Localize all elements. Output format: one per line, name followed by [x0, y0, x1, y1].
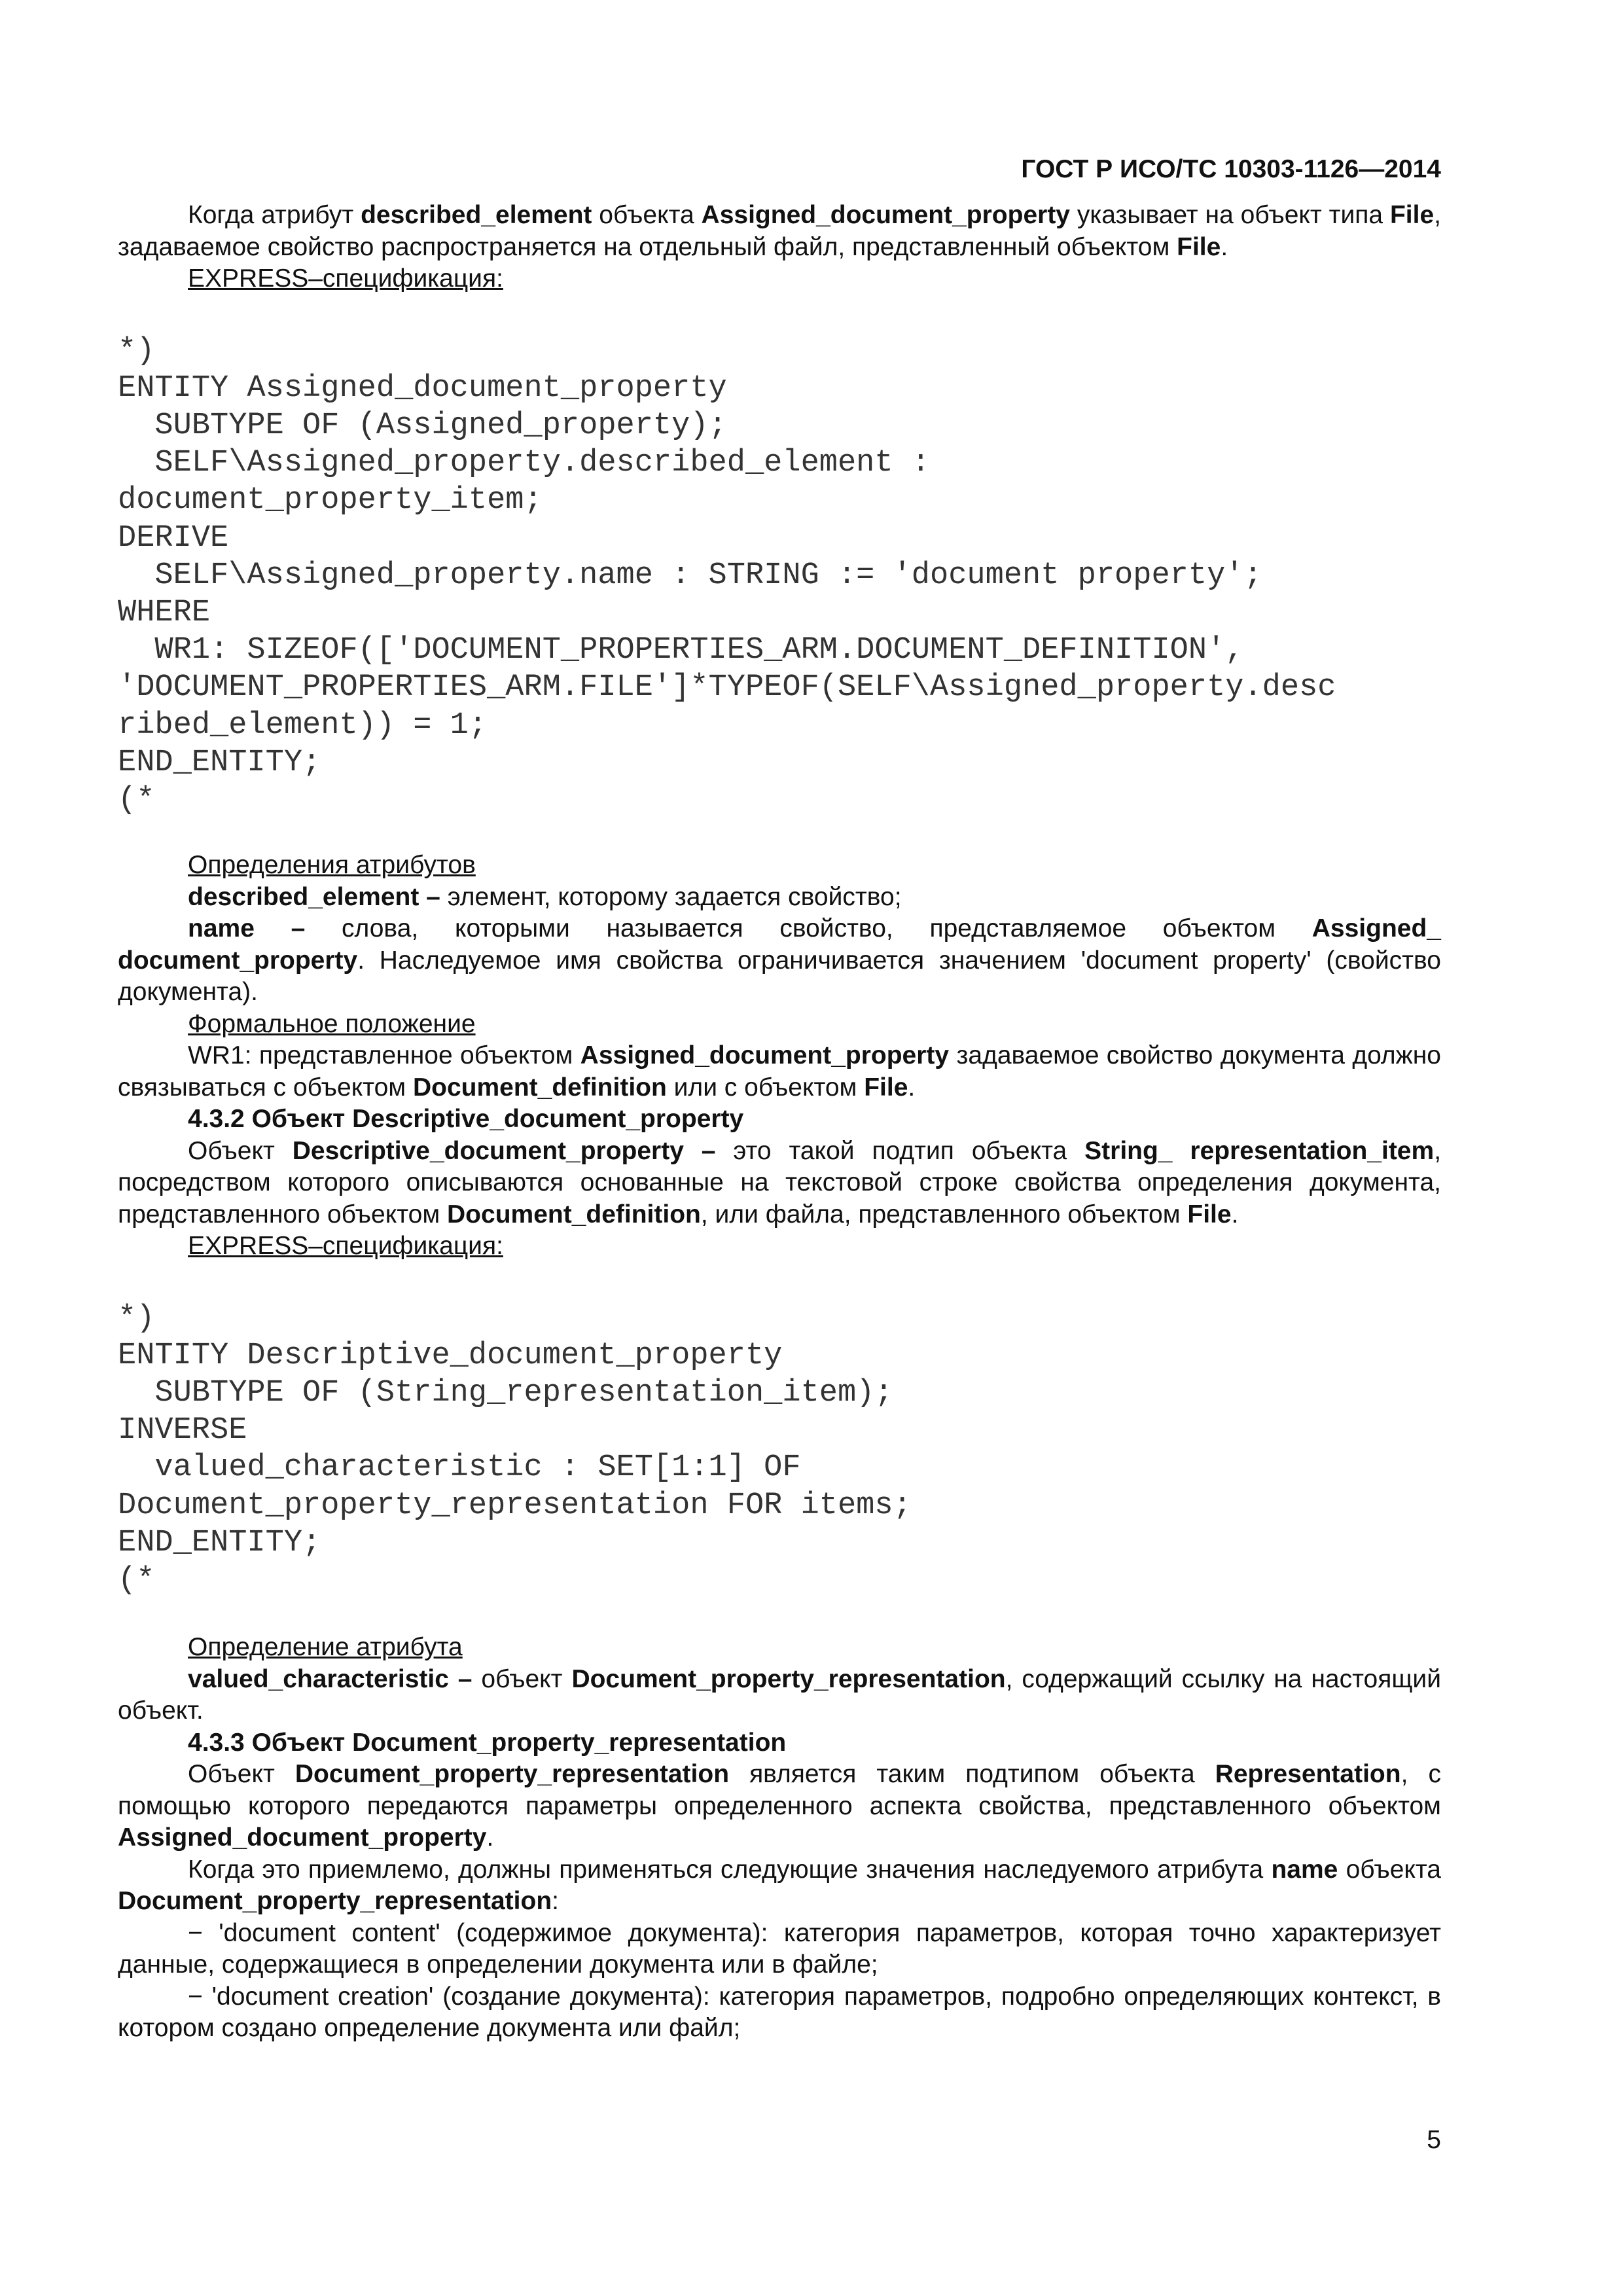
- text: .: [908, 1073, 916, 1102]
- formal-proposition-title: [118, 1009, 1441, 1041]
- term: Document_property_representation: [294, 1760, 730, 1789]
- term: File: [1187, 1200, 1232, 1229]
- text: или с объектом: [666, 1073, 865, 1102]
- page-body: [118, 200, 1441, 2045]
- express-spec-label: [118, 263, 1441, 295]
- text: , или файла, представленного объектом: [700, 1200, 1188, 1229]
- term: Descriptive_document_property –: [292, 1136, 716, 1165]
- term: name –: [188, 914, 306, 943]
- text: .: [1231, 1200, 1239, 1229]
- text: .: [1221, 232, 1228, 261]
- text: задаваемое свойство документа должно связываться с объектом: [118, 1041, 1441, 1102]
- term: described_element –: [188, 882, 440, 911]
- term-assigned-document-property: Assigned_ document_property: [118, 914, 1441, 975]
- text: , с помощью которого передаются параметры определенного аспекта свойства, представленного объектом: [118, 1760, 1441, 1820]
- term-file: File: [1389, 201, 1435, 229]
- page-number: 5: [1427, 2126, 1441, 2154]
- text: является таким подтипом объекта: [729, 1760, 1215, 1789]
- section-subtitle: Определения атрибутов: [188, 851, 476, 880]
- term: Assigned_document_property: [580, 1041, 950, 1070]
- text: WR1: представленное объектом: [188, 1041, 580, 1070]
- term-described-element: described_element: [361, 201, 592, 229]
- text: , задаваемое свойство распространяется на отдельный файл, представленный объектом: [118, 201, 1441, 261]
- list-item: − 'document content' (содержимое документа): категория параметров, которая точно характеризует данные, содержащиеся в определении документа или в файле;: [118, 1918, 1441, 1979]
- text: слова, которыми называется свойство, представляемое объектом: [305, 914, 1312, 943]
- term-file: File: [1177, 232, 1221, 261]
- term: valued_characteristic –: [188, 1664, 473, 1693]
- text: .: [486, 1823, 494, 1852]
- definition-valued-characteristic: [118, 1664, 1441, 1727]
- section-heading-4-3-3: 4.3.3 Объект Document_property_representation: [188, 1728, 787, 1757]
- text: объект: [472, 1664, 572, 1693]
- term: name: [1271, 1855, 1338, 1884]
- express-code-block-1: *) ENTITY Assigned_document_property SUBTYPE OF (Assigned_property); SELF\Assigned_property.described_element : document_property_item; DERIVE SELF\Assigned_property.name : STRING := 'document property'; WHERE WR1: SIZEOF(['DOCUMENT_PROPERTIES_ARM.DOCUMENT_DEFINITION', 'DOCUMENT_PROPERTIES_ARM.FILE']*TYPEOF(SELF\Assigned_property.desc ribed_element)) = 1; END_ENTITY; (*: [118, 333, 1336, 817]
- express-code-block-2: *) ENTITY Descriptive_document_property SUBTYPE OF (String_representation_item); INVERSE valued_characteristic : SET[1:1] OF Document_property_representation FOR items; END_ENTITY; (*: [118, 1300, 912, 1598]
- definition-name: [118, 913, 1441, 1009]
- text: элемент, которому задается свойство;: [440, 882, 902, 911]
- express-label: EXPRESS–спецификация:: [188, 1232, 503, 1261]
- text: указывает на объект типа: [1070, 201, 1390, 229]
- text: :: [552, 1887, 559, 1916]
- text: это такой подтип объекта: [715, 1136, 1085, 1165]
- term: Assigned_document_property: [118, 1823, 487, 1852]
- text: Когда это приемлемо, должны применяться следующие значения наследуемого атрибута: [188, 1855, 1272, 1884]
- paragraph-4-3-2: [118, 1136, 1441, 1231]
- document-header: ГОСТ Р ИСО/ТС 10303-1126—2014: [1021, 155, 1441, 183]
- express-label: EXPRESS–спецификация:: [188, 264, 503, 293]
- attribute-definition-title: [118, 1632, 1441, 1664]
- term: Document_property_representation: [571, 1664, 1006, 1693]
- text: объекта: [1338, 1855, 1441, 1884]
- attribute-definitions-title: [118, 850, 1441, 882]
- text: Когда атрибут: [188, 201, 361, 229]
- term-assigned-document-property: Assigned_document_property: [701, 201, 1070, 229]
- section-subtitle: Формальное положение: [188, 1009, 476, 1038]
- rule-wr1: [118, 1040, 1441, 1103]
- list-item: − 'document creation' (создание документа): категория параметров, подробно определяющих контекст, в котором создано определение документа или файл;: [118, 1982, 1441, 2043]
- text: , посредством которого описываются основанные на текстовой строке свойства определения документа, представленного объектом: [118, 1136, 1442, 1229]
- term: Representation: [1215, 1760, 1401, 1789]
- term: Document_definition: [412, 1073, 667, 1102]
- paragraph-4-3-3: [118, 1759, 1441, 1854]
- text: . Наследуемое имя свойства ограничивается значением 'document property' (свойство документа).: [118, 946, 1441, 1007]
- paragraph-name-values: [118, 1854, 1441, 1918]
- definition-described-element: [118, 882, 1441, 914]
- text: , содержащий ссылку на настоящий объект.: [118, 1664, 1441, 1725]
- term: Document_definition: [447, 1200, 701, 1229]
- text: Объект: [188, 1760, 295, 1789]
- text: Объект: [188, 1136, 293, 1165]
- term: String_ representation_item: [1084, 1136, 1435, 1165]
- term: Document_property_representation: [118, 1887, 552, 1916]
- section-subtitle: Определение атрибута: [188, 1633, 463, 1662]
- express-spec-label: [118, 1230, 1441, 1263]
- text: объекта: [592, 201, 702, 229]
- section-heading-4-3-2: 4.3.2 Объект Descriptive_document_property: [188, 1105, 744, 1134]
- intro-paragraph: [118, 200, 1441, 263]
- term: File: [864, 1073, 908, 1102]
